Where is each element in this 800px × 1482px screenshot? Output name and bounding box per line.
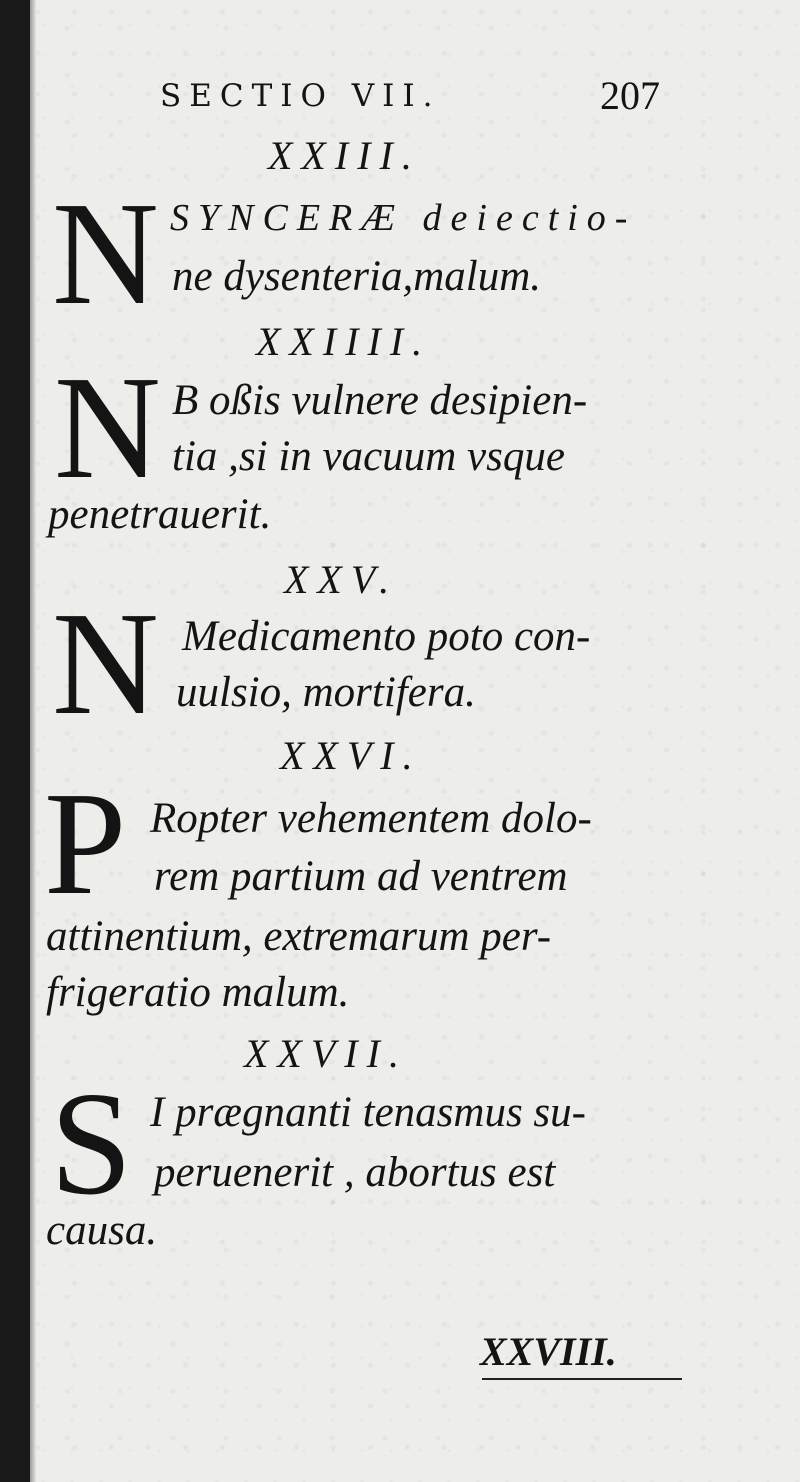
text-line: penetrauerit. bbox=[48, 491, 272, 538]
section-numeral: XXVII. bbox=[244, 1031, 408, 1076]
text-line: frigeratio malum. bbox=[46, 969, 350, 1016]
drop-cap-initial: P bbox=[44, 762, 127, 926]
drop-cap-initial: N bbox=[52, 582, 159, 746]
text-line: peruenerit , abortus est bbox=[154, 1149, 556, 1196]
drop-cap-initial: N bbox=[54, 346, 161, 510]
catchword: XXVIII. bbox=[480, 1329, 617, 1374]
text-line: causa. bbox=[46, 1207, 158, 1254]
section-numeral: XXVI. bbox=[280, 733, 422, 778]
text-line: I prægnanti tenasmus su- bbox=[150, 1089, 586, 1136]
text-line: Medicamento poto con- bbox=[182, 613, 591, 660]
catchword-underline bbox=[482, 1378, 682, 1380]
running-head: SECTIO VII. bbox=[160, 78, 441, 114]
text-line: B oßis vulnere desipien- bbox=[172, 377, 588, 424]
text-line: rem partium ad ventrem bbox=[154, 853, 568, 900]
text-line: uulsio, mortifera. bbox=[176, 669, 476, 716]
page-gutter-edge bbox=[30, 0, 36, 1482]
text-line: attinentium, extremarum per- bbox=[46, 913, 552, 960]
drop-cap-initial: S bbox=[50, 1062, 133, 1226]
text-line: Ropter vehementem dolo- bbox=[150, 795, 592, 842]
section-numeral: XXIIII. bbox=[256, 319, 432, 364]
text-line: ne dysenteria,malum. bbox=[172, 253, 542, 300]
section-numeral: XXV. bbox=[284, 557, 399, 602]
text-line: tia ,si in vacuum vsque bbox=[172, 433, 565, 480]
page-number: 207 bbox=[600, 73, 660, 118]
drop-cap-initial: N bbox=[52, 172, 159, 336]
text-line: SYNCERÆ deiectio- bbox=[170, 197, 637, 239]
section-numeral: XXIII. bbox=[268, 133, 421, 178]
